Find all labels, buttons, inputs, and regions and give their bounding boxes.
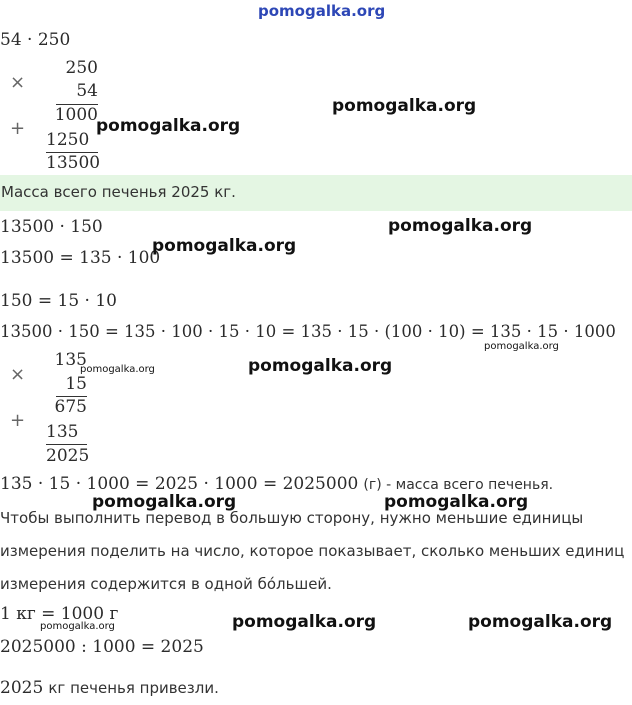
calc2-eq2: 150 = 15 · 10 [0,291,117,311]
watermark-small[interactable]: pomogalka.org [40,621,115,632]
calc3-operand2: 15 [65,374,87,394]
calc2-eq1: 13500 = 135 · 100 [0,248,161,268]
explanation-line-3: измерения содержится в одной бóльшей. [0,575,332,593]
times-sign: × [10,72,26,93]
answer-text: кг печенья привезли. [48,679,219,697]
result-line [0,474,553,494]
conversion-line-1: 1 кг = 1000 г [0,604,119,624]
watermark[interactable]: pomogalka.org [232,612,377,632]
calc3-rule2 [46,444,87,445]
highlight-text: Масса всего печенья 2025 кг. [1,183,236,201]
calc1-operand1: 250 [65,58,98,78]
explanation-line-2: измерения поделить на число, которое показывает, сколько меньших единиц [0,542,625,560]
calc3-partial1: 675 [54,397,87,417]
plus-sign: + [10,118,26,139]
watermark[interactable]: pomogalka.org [92,492,237,512]
calc3-partial2: 135 [46,422,79,442]
calc2-expression: 13500 · 150 [0,217,103,237]
explanation-line-1: Чтобы выполнить перевод в большую сторону, нужно меньшие единицы [0,509,584,527]
calc1-partial2: 1250 [46,130,90,150]
watermark[interactable]: pomogalka.org [384,492,529,512]
watermark[interactable]: pomogalka.org [152,236,297,256]
calc1-result: 13500 [46,153,101,173]
watermark[interactable]: pomogalka.org [388,216,533,236]
answer-number: 2025 [0,678,44,698]
watermark-small[interactable]: pomogalka.org [80,364,155,375]
conversion-line-2: 2025000 : 1000 = 2025 [0,637,204,657]
final-answer [0,678,219,698]
times-sign: × [10,364,26,385]
watermark-small[interactable]: pomogalka.org [484,341,559,352]
watermark[interactable]: pomogalka.org [332,96,477,116]
plus-sign: + [10,410,26,431]
result-text: (г) - масса всего печенья. [363,477,554,493]
calc1-partial1: 1000 [54,105,98,125]
calc1-operand2: 54 [76,81,98,101]
result-math: 135 · 15 · 1000 = 2025 · 1000 = 2025000 [0,474,359,494]
watermark[interactable]: pomogalka.org [96,116,241,136]
watermark-top[interactable]: pomogalka.org [258,2,386,20]
calc3-result: 2025 [46,446,90,466]
watermark[interactable]: pomogalka.org [248,356,393,376]
calc2-eq3: 13500 · 150 = 135 · 100 · 15 · 10 = 135 · 15 · (100 · 10) = 135 · 15 · 1000 [0,322,616,341]
watermark[interactable]: pomogalka.org [468,612,613,632]
calc3-operand1: 135 [54,350,87,370]
calc1-expression: 54 · 250 [0,30,71,50]
